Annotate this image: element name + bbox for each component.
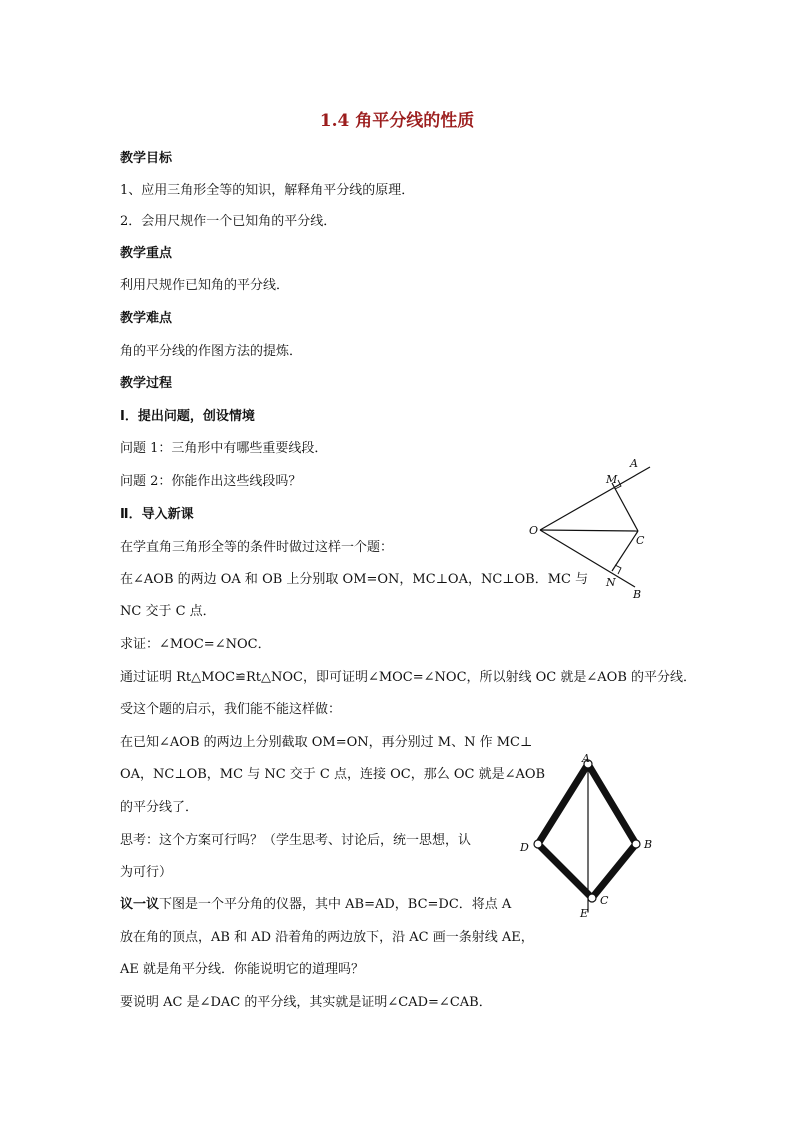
- section-heading-2: Ⅱ．导入新课: [120, 507, 194, 522]
- text-line: 思考：这个方案可行吗？（学生思考、讨论后，统一思想，认: [120, 833, 472, 848]
- text-line: 求证：∠MOC=∠NOC．: [120, 637, 271, 652]
- section-heading-1: Ⅰ．提出问题，创设情境: [120, 409, 255, 424]
- rod-bc: [592, 844, 636, 898]
- label-e: E: [580, 907, 589, 920]
- text-line: NC 交于 C 点．: [120, 604, 216, 619]
- text-line: 角的平分线的作图方法的提炼．: [120, 344, 303, 359]
- text-line: 在∠AOB 的两边 OA 和 OB 上分别取 OM=ON，MC⊥OA，NC⊥OB．MC 与: [120, 572, 589, 587]
- label-m: M: [606, 473, 618, 486]
- text-line: 问题 1：三角形中有哪些重要线段．: [120, 441, 328, 456]
- label-n: N: [606, 576, 616, 589]
- text-line: 在学直角三角形全等的条件时做过这样一个题：: [120, 540, 394, 555]
- label-a: A: [630, 457, 638, 470]
- text-line: OA，NC⊥OB，MC 与 NC 交于 C 点，连接 OC，那么 OC 就是∠AOB: [120, 767, 546, 782]
- label-b: B: [644, 838, 653, 851]
- discuss-lead: 议一议: [120, 897, 160, 912]
- text-line: 的平分线了．: [120, 800, 199, 815]
- pivot-b: [632, 840, 640, 848]
- text-line: 受这个题的启示，我们能不能这样做：: [120, 702, 342, 717]
- ray-oa: [540, 467, 650, 530]
- text-line: 要说明 AC 是∠DAC 的平分线，其实就是证明∠CAD=∠CAB．: [120, 995, 492, 1010]
- right-angle-mark-n: [615, 565, 621, 574]
- text-line: [120, 896, 511, 914]
- label-d: D: [520, 841, 529, 854]
- rod-ab: [588, 764, 636, 844]
- text-line: 利用尺规作已知角的平分线．: [120, 278, 290, 293]
- label-o: O: [529, 524, 539, 537]
- label-c: C: [636, 534, 645, 547]
- discuss-text: 下图是一个平分角的仪器，其中 AB=AD，BC=DC．将点 A: [159, 897, 512, 912]
- segment-oc: [540, 530, 638, 531]
- text-line: 通过证明 Rt△MOC≌Rt△NOC，即可证明∠MOC=∠NOC，所以射线 OC 就是∠AOB 的平分线．: [120, 670, 697, 685]
- text-line: 问题 2：你能作出这些线段吗？: [120, 474, 302, 489]
- rod-ad: [538, 764, 588, 844]
- label-c: C: [600, 894, 609, 907]
- text-line: 为可行）: [120, 865, 173, 880]
- label-b: B: [633, 588, 642, 601]
- text-line: 2．会用尺规作一个已知角的平分线．: [120, 214, 337, 229]
- page-title: 1.4 角平分线的性质: [319, 111, 475, 131]
- segment-mc: [612, 483, 638, 531]
- text-line: 放在角的顶点，AB 和 AD 沿着角的两边放下，沿 AC 画一条射线 AE，: [120, 930, 534, 945]
- angle-bisector-figure: [520, 455, 660, 605]
- heading-process: 教学过程: [120, 376, 173, 391]
- rod-dc: [538, 844, 592, 898]
- pivot-d: [534, 840, 542, 848]
- heading-difficulty: 教学难点: [120, 311, 173, 326]
- pivot-c: [588, 894, 596, 902]
- heading-key-point: 教学重点: [120, 246, 173, 261]
- heading-objectives: 教学目标: [120, 151, 173, 166]
- text-line: 在已知∠AOB 的两边上分别截取 OM=ON，再分别过 M、N 作 MC⊥: [120, 735, 533, 750]
- text-line: 1、应用三角形全等的知识，解释角平分线的原理．: [120, 183, 415, 198]
- label-a: A: [582, 752, 590, 765]
- text-line: AE 就是角平分线．你能说明它的道理吗？: [120, 962, 365, 977]
- angle-instrument-figure: [512, 752, 662, 922]
